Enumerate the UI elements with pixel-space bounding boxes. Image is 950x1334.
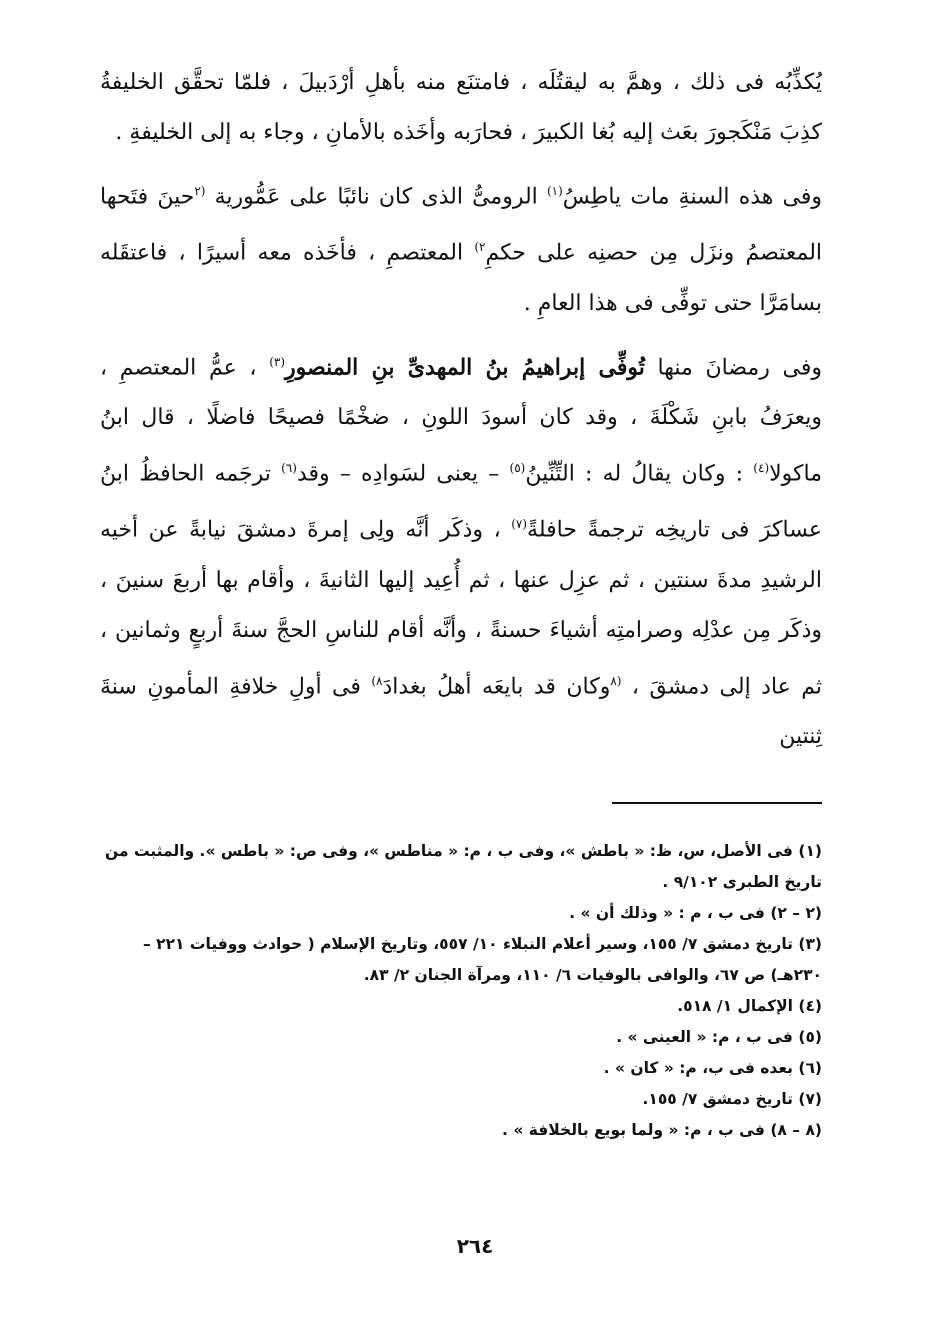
text-run: المعتصمِ ، فأخَذه معه أسيرًا ، فاعتقَله بسامَرَّا حتى توفِّى فى هذا العامِ .	[100, 240, 822, 316]
footnote-marker: (١)	[546, 184, 563, 198]
paragraph	[100, 166, 822, 329]
text-run: وفى هذه السنةِ مات ياطِسُ	[562, 184, 822, 210]
footnote: (٥) فى ب ، م: « العينى » .	[616, 1028, 822, 1046]
footnote: (٦) بعده فى ب، م: « كان » .	[603, 1059, 822, 1077]
text-run: وفى رمضانَ منها	[644, 354, 822, 380]
footnote: (٢ – ٢) فى ب ، م : « وذلك أن » .	[569, 904, 822, 922]
text-run: ، وذكَر أنَّه ولِى إمرةَ دمشقَ نيابةً عن أخيه الرشيدِ مدةَ سنتين ، ثم عزِل عنها ، ثم أُعِيد إليها الثانيةَ ، وأقام بها أربعَ سنينَ ، وذكَر مِن عدْلِه وصرامتِه أشياءَ حسنةً ، وأنَّه أقام للناسِ الحجَّ سنةَ أربعٍ وثمانين ، ثم عاد إلى دمشقَ ،	[100, 517, 822, 699]
text-run: ترجَمه الحافظُ ابنُ عساكرَ فى تاريخِه ترجمةً حافلةً	[100, 461, 822, 543]
footnote-marker: ٨)	[371, 673, 383, 688]
paragraph	[100, 337, 822, 762]
footnote: (٤) الإكمال ١/ ٥١٨.	[677, 997, 822, 1015]
footnote: (١) فى الأصل، س، ظ: « باطش »، وفى ب ، م: « مناطس »، وفى ص: « باطس ». والمثبت من تاريخ الطبرى ٩/١٠٢ .	[105, 842, 822, 891]
footnote-marker: (٦)	[281, 460, 297, 475]
footnote-marker: ٢)	[474, 240, 486, 255]
paragraph	[100, 58, 822, 158]
footnote-marker: (٥)	[509, 460, 526, 475]
text-run: وكان قد بايعَه أهلُ بغدادَ	[382, 673, 611, 699]
text-run: – يعنى لسَوادِه – وقد	[296, 461, 510, 487]
text-run: يُكذِّبُه فى ذلك ، وهمَّ به ليقتُلَه ، فامتنَع منه بأهلِ أرْدَبيلَ ، فلمّا تحقَّق الخليفةُ كذِبَ مَنْكَجورَ بعَث إليه بُغا الكبيرَ ، فحارَبه وأخَذه بالأمانِ ، وجاء به إلى الخليفةِ .	[100, 70, 822, 145]
footnote-marker: (٨	[610, 673, 622, 688]
footnote: (٨ – ٨) فى ب ، م: « ولما بويع بالخلافة » .	[502, 1121, 822, 1139]
page-number: ٢٦٤	[456, 1234, 494, 1258]
footnote-marker: (٢	[194, 184, 206, 198]
footnote: (٣) تاريخ دمشق ٧/ ١٥٥، وسير أعلام النبلاء ١٠/ ٥٥٧، وتاريخ الإسلام ( حوادث ووفيات ٢٢١ – ٢٣٠هـ) ص ٦٧، والوافى بالوفيات ٦/ ١١٠، ومرآة الجنان ٢/ ٨٣.	[142, 935, 822, 984]
footnote-marker: (٣)	[269, 354, 286, 369]
footnotes	[100, 836, 822, 1146]
main-text	[100, 58, 822, 762]
footnote: (٧) تاريخ دمشق ٧/ ١٥٥.	[642, 1090, 822, 1108]
footnote-marker: (٤)	[753, 460, 770, 475]
bold-text: تُوفِّى إبراهيمُ بنُ المهدىِّ بنِ المنصورِ	[285, 353, 645, 380]
text-run: ، عمُّ المعتصمِ ، ويعرَفُ بابنِ شَكْلَةَ ، وقد كان أسودَ اللونِ ، ضخْمًا فصيحًا فاضلًا ، قال ابنُ ماكولا	[100, 354, 822, 487]
text-run: حينَ فتَحها المعتصمُ ونزَل مِن حصنِه على حكمِ	[100, 184, 823, 266]
text-run: : وكان يقالُ له : التِّنِّينُ	[525, 461, 754, 487]
text-run: الرومىُّ الذى كان نائبًا على عَمُّورية	[205, 184, 547, 210]
footnote-marker: (٧)	[511, 517, 528, 532]
footnote-divider	[612, 802, 822, 804]
text-run: فى أولِ خلافةِ المأمونِ سنةَ ثِنتين	[100, 673, 822, 749]
